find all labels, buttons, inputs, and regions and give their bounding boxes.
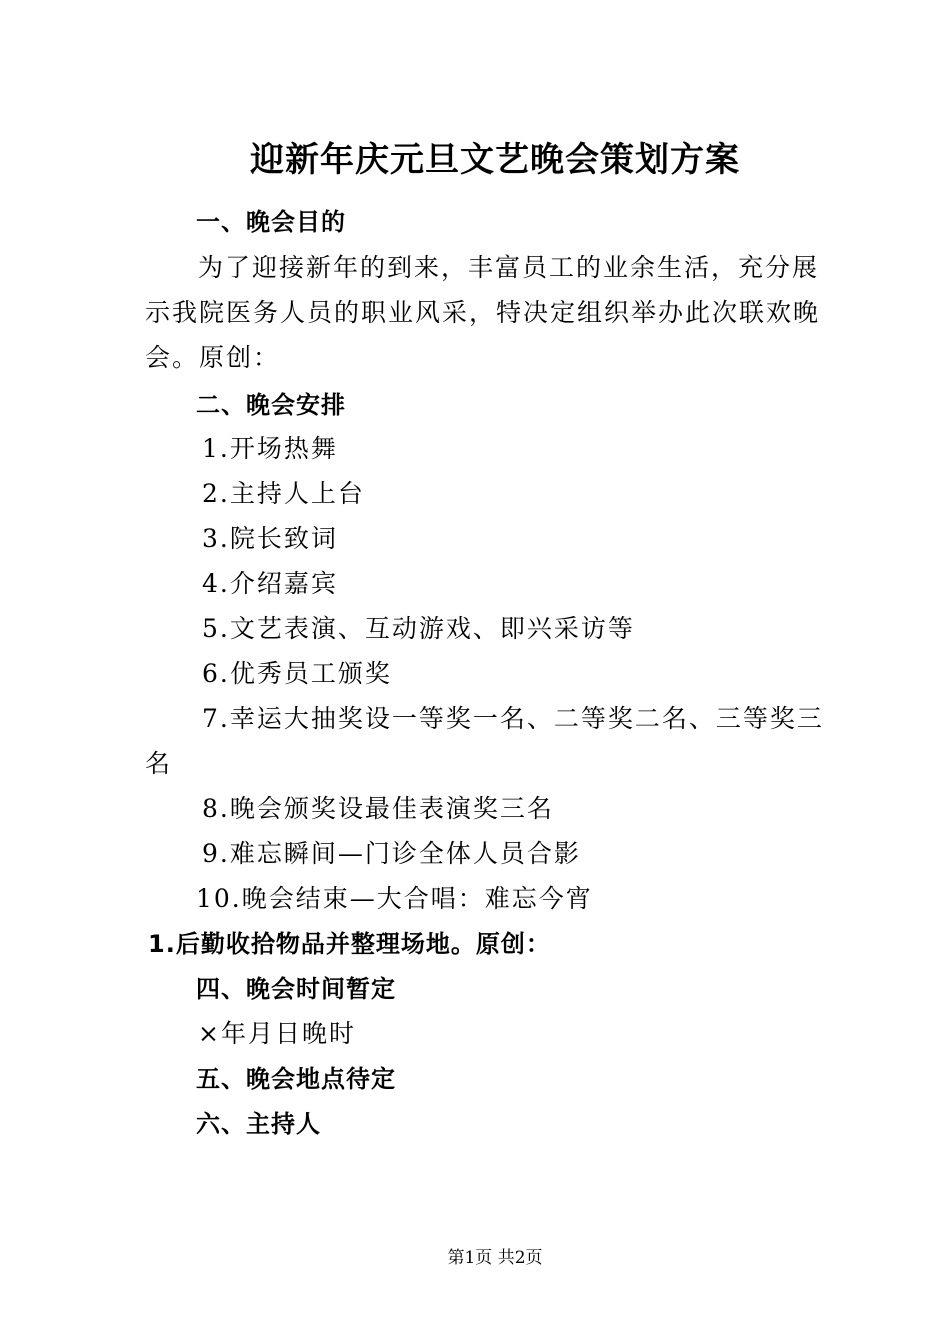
section-heading-time: 四、晚会时间暂定: [196, 975, 396, 1003]
list-item: 8.晚会颁奖设最佳表演奖三名: [202, 794, 554, 823]
list-item: 1.开场热舞: [202, 434, 338, 463]
list-item: 2.主持人上台: [202, 479, 365, 508]
list-item: 5.文艺表演、互动游戏、即兴采访等: [202, 614, 635, 643]
list-item: 9.难忘瞬间—门诊全体人员合影: [202, 839, 581, 868]
list-item: 10.晚会结束—大合唱：难忘今宵: [196, 884, 593, 913]
purpose-paragraph-line-1: 为了迎接新年的到来，丰富员工的业余生活，充分展: [198, 253, 820, 282]
time-text: ×年月日晚时: [198, 1019, 356, 1048]
list-item-continuation: 名: [145, 749, 173, 778]
purpose-paragraph-line-3: 会。原创：: [145, 343, 281, 372]
section-heading-venue: 五、晚会地点待定: [196, 1065, 396, 1093]
section-heading-host: 六、主持人: [196, 1110, 321, 1138]
section-heading-arrangement: 二、晚会安排: [196, 391, 346, 419]
purpose-paragraph-line-2: 示我院医务人员的职业风采，特决定组织举办此次联欢晚: [145, 298, 821, 327]
list-item: 4.介绍嘉宾: [202, 569, 338, 598]
list-item: 3.院长致词: [202, 524, 338, 553]
page-footer: 第1页 共2页: [447, 1248, 543, 1268]
list-item: 6.优秀员工颁奖: [202, 659, 392, 688]
logistics-line: 1.后勤收拾物品并整理场地。原创：: [148, 930, 551, 958]
list-item: 7.幸运大抽奖设一等奖一名、二等奖二名、三等奖三: [202, 704, 824, 733]
section-heading-purpose: 一、晚会目的: [196, 208, 346, 236]
document-title: 迎新年庆元旦文艺晚会策划方案: [250, 140, 740, 180]
